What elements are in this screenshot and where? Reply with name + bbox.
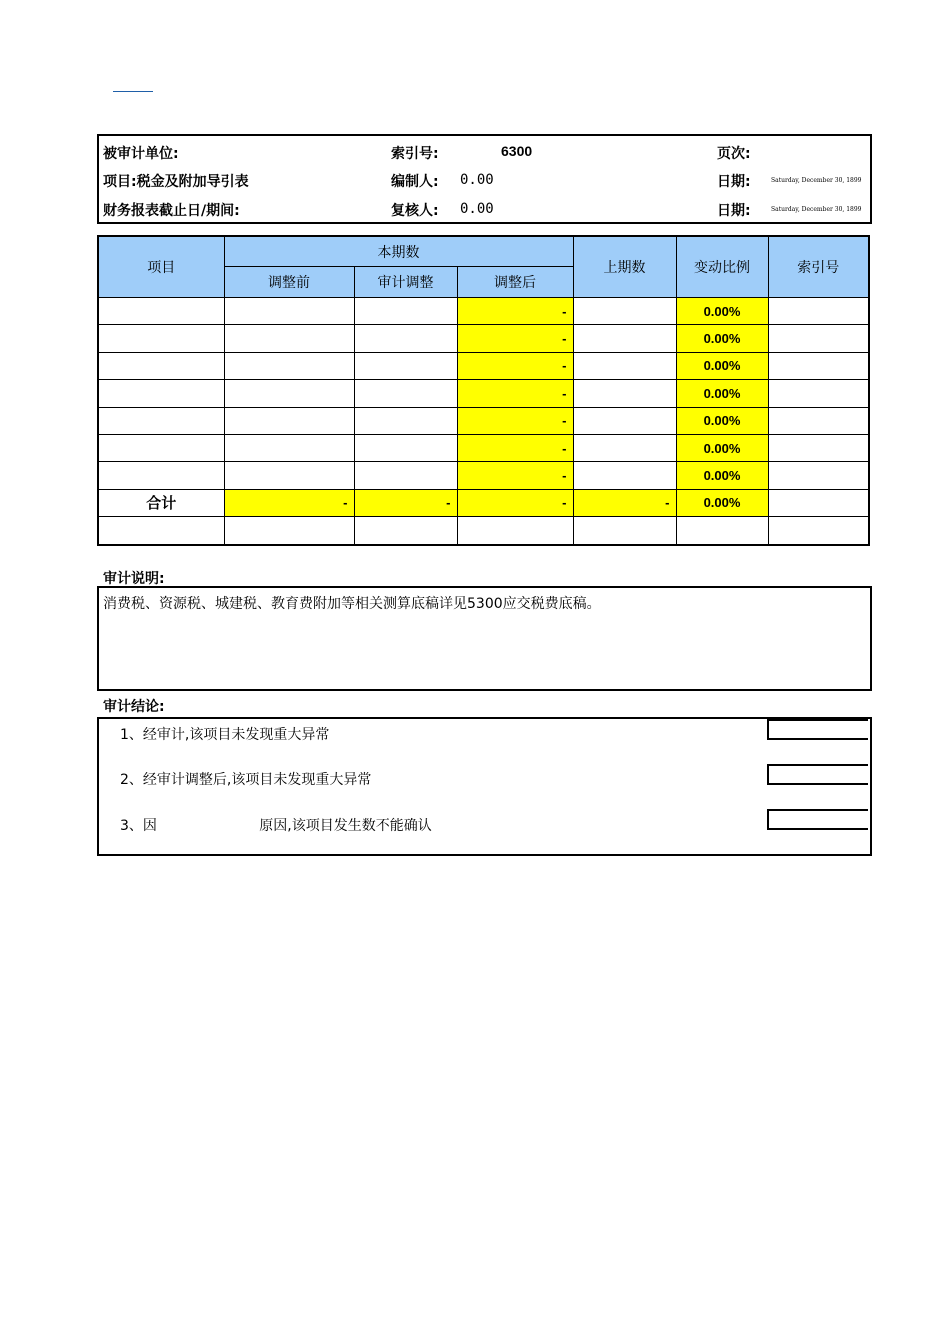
table-row [98, 352, 869, 379]
cell-prior[interactable] [573, 352, 676, 379]
col-header-before-adj: 调整前 [224, 267, 354, 298]
cell-change[interactable]: 0.00% [676, 380, 768, 407]
page-label: 页次: [717, 146, 751, 162]
cell-adj[interactable] [354, 517, 457, 545]
conclusion-item-1: 1、经审计,该项目未发现重大异常 [120, 727, 330, 743]
cell-before[interactable] [224, 517, 354, 545]
index-value: 6300 [501, 143, 533, 159]
cell-prior[interactable] [573, 380, 676, 407]
preparer-value: 0.00 [460, 172, 494, 188]
cell-index[interactable] [768, 462, 869, 489]
cell-prior[interactable] [573, 517, 676, 545]
total-after[interactable]: - [457, 489, 573, 516]
project-value: 税金及附加导引表 [136, 174, 249, 190]
cell-item[interactable] [98, 407, 224, 434]
tax-lead-table [97, 235, 870, 546]
cell-adj[interactable] [354, 434, 457, 461]
cell-change[interactable]: 0.00% [676, 407, 768, 434]
cell-index[interactable] [768, 380, 869, 407]
cell-index[interactable] [768, 434, 869, 461]
total-prior[interactable]: - [573, 489, 676, 516]
cell-before[interactable] [224, 298, 354, 325]
cell-change[interactable]: 0.00% [676, 298, 768, 325]
total-row [98, 489, 869, 516]
cell-change[interactable] [676, 517, 768, 545]
cell-adj[interactable] [354, 352, 457, 379]
total-index[interactable] [768, 489, 869, 516]
table-row [98, 434, 869, 461]
reviewer-value: 0.00 [460, 201, 494, 217]
cell-adj[interactable] [354, 380, 457, 407]
cell-before[interactable] [224, 325, 354, 352]
top-link-underline [113, 91, 153, 92]
col-header-index: 索引号 [768, 236, 869, 298]
cell-adj[interactable] [354, 325, 457, 352]
cell-change[interactable]: 0.00% [676, 325, 768, 352]
conclusion-checkbox-2[interactable] [767, 764, 868, 785]
cell-adj[interactable] [354, 407, 457, 434]
audit-conclusion-label: 审计结论: [103, 699, 165, 715]
cell-item[interactable] [98, 325, 224, 352]
audit-note-text: 消费税、资源税、城建税、教育费附加等相关测算底稿详见5300应交税费底稿。 [103, 596, 601, 612]
cell-after[interactable]: - [457, 407, 573, 434]
cell-after[interactable]: - [457, 462, 573, 489]
cell-prior[interactable] [573, 298, 676, 325]
date-label-2: 日期: [717, 203, 751, 219]
cell-index[interactable] [768, 325, 869, 352]
cell-before[interactable] [224, 407, 354, 434]
conclusion-checkbox-3[interactable] [767, 809, 868, 830]
cell-prior[interactable] [573, 407, 676, 434]
cell-before[interactable] [224, 352, 354, 379]
cell-adj[interactable] [354, 298, 457, 325]
table-row [98, 407, 869, 434]
header-info-block [97, 134, 872, 224]
col-header-current: 本期数 [224, 236, 573, 267]
cell-after[interactable]: - [457, 434, 573, 461]
preparer-label: 编制人: [391, 174, 439, 190]
table-row [98, 462, 869, 489]
cell-item[interactable] [98, 434, 224, 461]
cell-index[interactable] [768, 352, 869, 379]
date-value-2: Saturday, December 30, 1899 [771, 206, 862, 213]
date-value-1: Saturday, December 30, 1899 [771, 177, 862, 184]
project-label-text: 项目: [103, 174, 137, 190]
cell-after[interactable] [457, 517, 573, 545]
table-row [98, 380, 869, 407]
cell-item[interactable] [98, 352, 224, 379]
total-before[interactable]: - [224, 489, 354, 516]
cell-prior[interactable] [573, 325, 676, 352]
cell-item[interactable] [98, 462, 224, 489]
col-header-audit-adj: 审计调整 [354, 267, 457, 298]
cell-prior[interactable] [573, 434, 676, 461]
cell-before[interactable] [224, 462, 354, 489]
project-label [103, 171, 249, 191]
cell-item[interactable] [98, 298, 224, 325]
cell-after[interactable]: - [457, 298, 573, 325]
col-header-prior: 上期数 [573, 236, 676, 298]
cell-prior[interactable] [573, 462, 676, 489]
conclusion-item-2: 2、经审计调整后,该项目未发现重大异常 [120, 772, 372, 788]
cell-index[interactable] [768, 517, 869, 545]
cell-index[interactable] [768, 298, 869, 325]
table-row [98, 298, 869, 325]
cell-change[interactable]: 0.00% [676, 434, 768, 461]
total-label: 合计 [98, 489, 224, 516]
cell-after[interactable]: - [457, 380, 573, 407]
total-change[interactable]: 0.00% [676, 489, 768, 516]
col-header-item: 项目 [98, 236, 224, 298]
audit-note-box[interactable] [97, 586, 872, 691]
audit-conclusion-box [97, 717, 872, 856]
cell-index[interactable] [768, 407, 869, 434]
period-label: 财务报表截止日/期间: [103, 203, 240, 219]
index-label: 索引号: [391, 146, 439, 162]
col-header-after-adj: 调整后 [457, 267, 573, 298]
conclusion-checkbox-1[interactable] [767, 719, 868, 740]
reviewer-label: 复核人: [391, 203, 439, 219]
cell-change[interactable]: 0.00% [676, 352, 768, 379]
cell-adj[interactable] [354, 462, 457, 489]
cell-before[interactable] [224, 380, 354, 407]
date-label-1: 日期: [717, 174, 751, 190]
auditee-label: 被审计单位: [103, 146, 179, 162]
cell-after[interactable]: - [457, 325, 573, 352]
table-row [98, 325, 869, 352]
cell-item[interactable] [98, 517, 224, 545]
total-adj[interactable]: - [354, 489, 457, 516]
col-header-change: 变动比例 [676, 236, 768, 298]
cell-item[interactable] [98, 380, 224, 407]
cell-before[interactable] [224, 434, 354, 461]
conclusion-item-3: 3、因 原因,该项目发生数不能确认 [120, 818, 432, 834]
cell-change[interactable]: 0.00% [676, 462, 768, 489]
table-row-empty [98, 517, 869, 545]
audit-note-label: 审计说明: [103, 571, 165, 587]
cell-after[interactable]: - [457, 352, 573, 379]
